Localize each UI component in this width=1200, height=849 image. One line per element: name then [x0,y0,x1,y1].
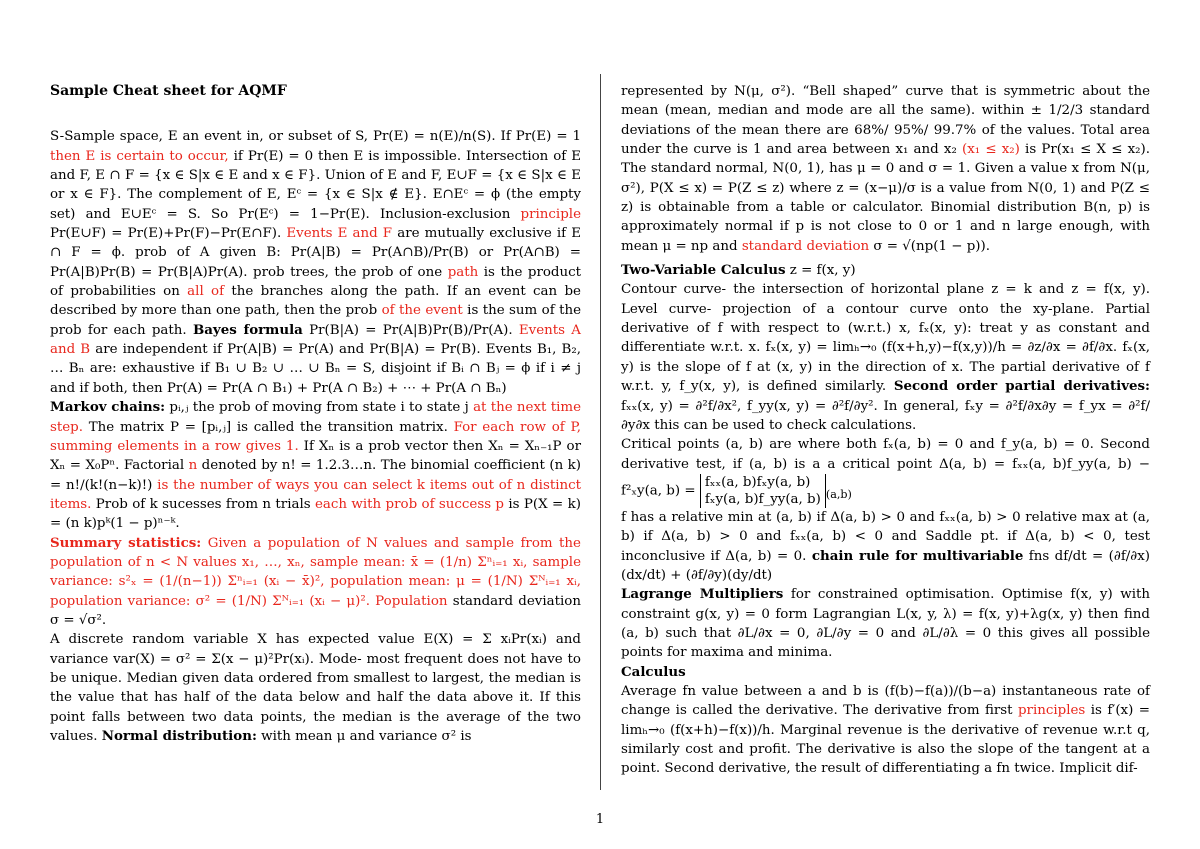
highlight: path [447,264,479,280]
normal-label: Normal distribution: [101,728,257,744]
highlight: (x₁ ≤ x₂) [962,142,1020,158]
text: A discrete random variable X has expected value E(X) = Σ xᵢPr(xᵢ) and variance var(X) = σ² = Σ(x − μ)²Pr(xᵢ). Mode- most frequent does not have to be unique. Median given data ordered from smallest to largest, the median is the value that has half of the data below and half the data above it. If this point falls between two data points, the median is the average of the two values. [50,632,581,744]
highlight: For each row of P, summing elements in a row gives 1. [50,419,581,454]
text: is the sum of the prob for each path. [50,303,581,338]
two-variable-heading [621,261,1150,280]
text: denoted by n! = 1.2.3…n. The binomial coefficient (n k) = n!/(k!(n−k)!) [50,458,581,493]
highlight: of the event [381,303,463,319]
probability-paragraph [50,127,581,398]
text: The matrix P = [pᵢ,ⱼ] is called the transition matrix. [83,419,454,435]
highlight: principles [1017,703,1086,719]
text: If Xₙ is a prob vector then Xₙ = Xₙ₋₁P or Xₙ = X₀Pⁿ. Factorial [50,438,581,474]
chain-rule-label: chain rule for multivariable [811,547,1024,564]
text: is P(X = k) = (n k)pᵏ(1 − p)ⁿ⁻ᵏ. [50,496,581,532]
highlight: at the next time step. [50,400,581,435]
text: Pr(E∪F) = Pr(E)+Pr(F)−Pr(E∩F). [50,226,287,242]
det-row-2: fₓy(a, b)f_yy(a, b) [704,491,821,507]
text: S-Sample space, E an event in, or subset of S, Pr(E) = n(E)/n(S). If Pr(E) = 1 [50,129,581,145]
column-divider [600,74,601,790]
highlight: n [188,458,198,474]
highlight: then E is certain to occur, [50,148,229,164]
heading-text: Two-Variable Calculus [621,262,786,279]
partial-derivatives-paragraph [621,280,1150,435]
bayes-label: Bayes formula [192,321,303,338]
highlight: all of [187,284,225,300]
second-derivative-test-paragraph [621,508,1150,585]
markov-paragraph [50,398,581,533]
det-row-1: fₓₓ(a, b)fₓy(a, b) [704,474,811,490]
text: are independent if Pr(A|B) = Pr(A) and Pr(B|A) = Pr(B). Events B₁, B₂, … Bₙ are: exhaustive if B₁ ∪ B₂ ∪ … ∪ Bₙ = S, disjoint if Bᵢ ∩ Bⱼ = ϕ if i ≠ j and if both, then Pr(A) = Pr(A ∩ B₁) + Pr(A ∩ B₂) + ⋯ + Pr(A ∩ Bₙ) [50,342,581,396]
text: pᵢ,ⱼ the prob of moving from state i to state j [165,400,474,416]
text: f has a relative min at (a, b) if Δ(a, b) > 0 and fₓₓ(a, b) > 0 relative max at (a, b) if Δ(a, b) > 0 and fₓₓ(a, b) < 0 and Saddle pt. if Δ(a, b) < 0, test inconclusive if Δ(a, b) = 0. [621,509,1150,564]
lagrange-paragraph [621,585,1150,662]
text: is f′(x) = limₕ→₀ (f(x+h)−f(x))/h. Marginal revenue is the derivative of revenue w.r.t q, similarly cost and profit. The derivative is also the slope of the tangent at a point. Second derivative, the result of differentiating a fn twice. Implicit dif- [621,703,1150,777]
text: is Pr(x₁ ≤ X ≤ x₂). The standard normal, N(0, 1), has μ = 0 and σ = 1. Given a value x from N(μ, σ²), P(X ≤ x) = P(Z ≤ z) where z = (x−μ)/σ is a value from N(0, 1) and P(Z ≤ z) is obtainable from a table or calculator. Binomial distribution B(n, p) is approximately normal if p is not close to 0 or 1 and n large enough, with mean μ = np and [621,142,1150,254]
heading-equation: z = f(x, y) [785,263,856,279]
lagrange-label: Lagrange Multipliers [621,586,784,603]
text: Contour curve- the intersection of horizontal plane z = k and z = f(x, y). Level curve- projection of a contour curve onto the xy-plane. Partial derivative of f with respect to (w.r.t.) x, fₓ(x, y): treat y as constant and differentiate w.r.t. x. fₓ(x, y) = limₕ→₀ (f(x+h,y)−f(x,y))/h = ∂z/∂x = ∂f/∂x. fₓ(x, y) is the slope of f at (x, y) in the direction of x. The partial derivative of f w.r.t. y, f_y(x, y), is defined similarly. [621,282,1150,395]
random-variable-paragraph [50,630,581,746]
summary-paragraph [50,534,581,631]
second-order-label: Second order partial derivatives: [893,378,1150,395]
normal-paragraph [621,82,1150,256]
text: represented by N(μ, σ²). “Bell shaped” curve that is symmetric about the mean (mean, median and mode are all the same). within ± 1/2/3 standard deviations of the mean there are 68%/ 95%/ 99.7% of the values. Total area under the curve is 1 and area between x₁ and x₂ [621,84,1150,158]
heading-text: Calculus [621,663,686,680]
highlight: Given a population of N values and sample from the population of n < N values x₁, …, xₙ, sample mean: x̄ = (1/n) Σⁿᵢ₌₁ xᵢ, sample variance: s²ₓ = (1/(n−1)) Σⁿᵢ₌₁ (xᵢ − x̄)², population mean: μ = (1/N) Σᴺᵢ₌₁ xᵢ, population variance: σ² = (1/N) Σᴺᵢ₌₁ (xᵢ − μ)². Population [50,535,581,609]
left-column [50,82,581,746]
markov-label: Markov chains: [50,399,166,416]
determinant-matrix [700,474,826,508]
text: for constrained optimisation. Optimise f(x, y) with constraint g(x, y) = 0 form Lagrangian L(x, y, λ) = f(x, y)+λg(x, y) then find (a, b) such that ∂L/∂x = 0, ∂L/∂y = 0 and ∂L/∂λ = 0 this gives all possible points for maxima and minima. [621,587,1150,661]
text: with mean μ and variance σ² is [256,729,472,744]
calculus-paragraph [621,682,1150,779]
text: Pr(B|A) = Pr(A|B)Pr(B)/Pr(A). [302,322,519,338]
page-number: 1 [595,812,605,827]
highlight: each with prob of success p [315,496,505,512]
text: the branches along the path. If an event can be described by more than one path, then the prob [50,284,581,319]
highlight: principle [520,206,581,222]
text: is the product of probabilities on [50,264,582,300]
text: standard deviation σ = √σ². [50,593,581,628]
text: σ = √(np(1 − p)). [869,238,990,254]
text: Prob of k sucesses from n trials [91,496,315,512]
critical-points-paragraph [621,435,1150,508]
right-column [621,82,1150,779]
page-title: Sample Cheat sheet for AQMF [50,83,287,99]
det-subscript: (a,b) [825,488,852,502]
highlight: is the number of ways you can select k items out of n distinct items. [50,477,582,512]
summary-label: Summary statistics: [50,534,202,551]
highlight: Events A and B [50,322,581,358]
highlight: standard deviation [741,238,870,254]
calculus-heading [621,663,1150,682]
text: Critical points (a, b) are where both fₓ(a, b) = 0 and f_y(a, b) = 0. Second derivative test, if (a, b) is a a critical point Δ(a, b) = fₓₓ(a, b)f_yy(a, b) − f²ₓy(a, b) = [621,437,1150,499]
text: if Pr(E) = 0 then E is impossible. Intersection of E and F, E ∩ F = {x ∈ S|x ∈ E and x ∈ F}. Union of E and F, E∪F = {x ∈ S|x ∈ E or x ∈ F}. The complement of E, Eᶜ = {x ∈ S|x ∉ E}. E∩Eᶜ = ϕ (the empty set) and E∪Eᶜ = S. So Pr(Eᶜ) = 1−Pr(E). Inclusion-exclusion [50,148,581,222]
text: are mutually exclusive if E ∩ F = ϕ. prob of A given B: Pr(A|B) = Pr(A∩B)/Pr(B) or Pr(A∩B) = Pr(A|B)Pr(B) = Pr(B|A)Pr(A). prob trees, the prob of one [50,226,581,280]
text: fns df/dt = (∂f/∂x)(dx/dt) + (∂f/∂y)(dy/dt) [621,548,1150,583]
text: fₓₓ(x, y) = ∂²f/∂x², f_yy(x, y) = ∂²f/∂y². In general, fₓy = ∂²f/∂x∂y = f_yx = ∂²f/∂y∂x this can be used to check calculations. [621,398,1150,433]
text: Average fn value between a and b is (f(b)−f(a))/(b−a) instantaneous rate of change is called the derivative. The derivative from first [621,683,1150,719]
highlight: Events E and F [286,226,393,242]
